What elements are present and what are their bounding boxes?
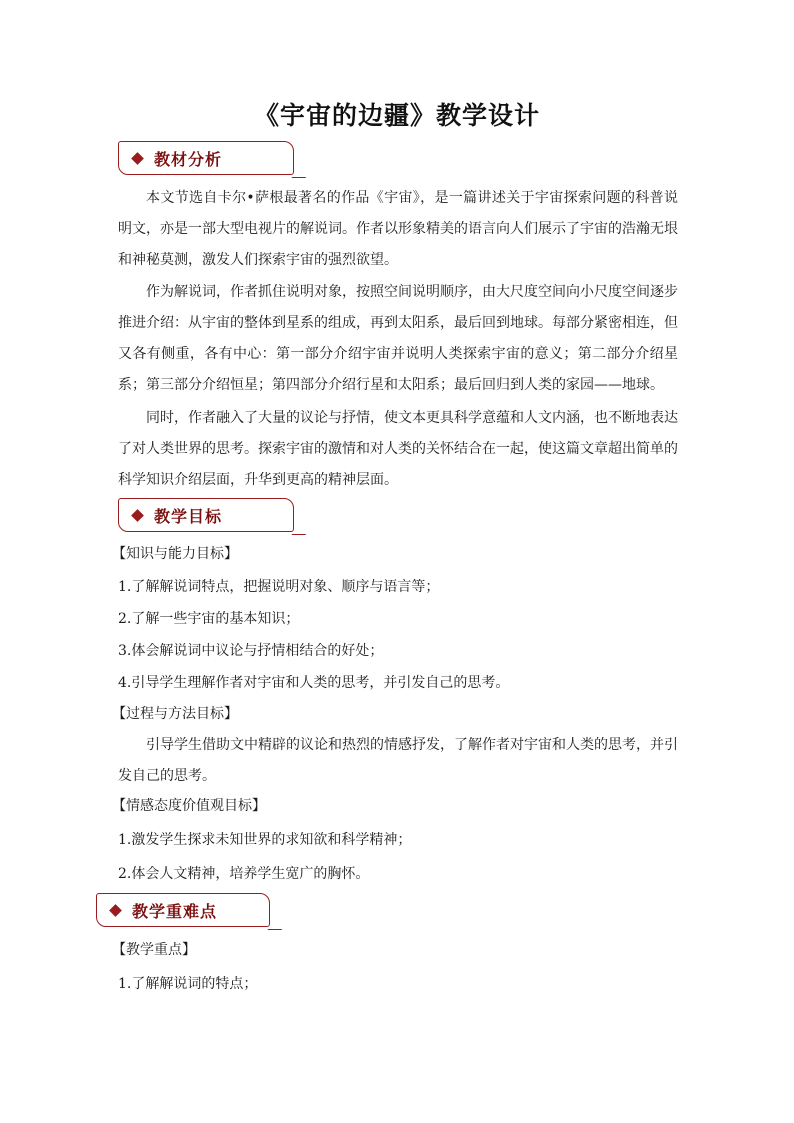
diamond-bullet-icon — [131, 509, 144, 522]
goals-knowledge-heading: 【知识与能力目标】 — [112, 546, 238, 562]
keypoints-item: 1.了解解说词的特点； — [118, 976, 258, 992]
section-tail-decoration — [291, 167, 314, 178]
section-title: 教学目标 — [154, 506, 223, 526]
analysis-paragraph-2: 作为解说词，作者抓住说明对象，按照空间说明顺序，由大尺度空间向小尺度空间逐步推进介绍：从宇宙的整体到星系的组成，再到太阳系，最后回到地球。每部分紧密相连，但又各有侧重，各有中心：第一部分介绍宇宙并说明人类探索宇宙的意义；第二部分介绍星系；第三部分介绍恒星；第四部分介绍行星和太阳系；最后回归到人类的家园——地球。 — [118, 284, 678, 393]
section-header-keypoints — [96, 893, 286, 927]
goals-emotion-heading: 【情感态度价值观目标】 — [112, 798, 266, 814]
section-box — [96, 893, 270, 927]
section-title: 教学重难点 — [132, 901, 218, 921]
goals-process-heading: 【过程与方法目标】 — [112, 706, 238, 722]
goals-knowledge-item: 3.体会解说词中议论与抒情相结合的好处； — [118, 643, 384, 659]
goals-process-text: 引导学生借助文中精辟的议论和热烈的情感抒发，了解作者对宇宙和人类的思考，并引发自己的思考。 — [118, 737, 678, 784]
goals-knowledge-item: 2.了解一些宇宙的基本知识； — [118, 611, 300, 627]
section-box — [118, 498, 294, 532]
goals-emotion-item: 1.激发学生探求未知世界的求知欲和科学精神； — [118, 832, 412, 848]
section-header-goals — [118, 498, 308, 532]
section-title: 教材分析 — [154, 149, 223, 169]
goals-knowledge-item: 1.了解解说词特点，把握说明对象、顺序与语言等； — [118, 579, 440, 595]
section-box — [118, 141, 294, 175]
diamond-bullet-icon — [109, 904, 122, 917]
section-tail-decoration — [267, 919, 290, 930]
keypoints-heading: 【教学重点】 — [112, 942, 196, 958]
analysis-paragraph-3: 同时，作者融入了大量的议论与抒情，使文本更具科学意蕴和人文内涵，也不断地表达了对人类世界的思考。探索宇宙的激情和对人类的关怀结合在一起，使这篇文章超出简单的科学知识介绍层面，升华到更高的精神层面。 — [118, 410, 678, 488]
section-header-analysis — [118, 141, 308, 175]
goals-emotion-item: 2.体会人文精神，培养学生宽广的胸怀。 — [118, 866, 370, 882]
goals-knowledge-item: 4.引导学生理解作者对宇宙和人类的思考，并引发自己的思考。 — [118, 675, 510, 691]
diamond-bullet-icon — [131, 152, 144, 165]
section-tail-decoration — [291, 524, 314, 535]
document-title: 《宇宙的边疆》教学设计 — [253, 101, 540, 130]
analysis-paragraph-1: 本文节选自卡尔•萨根最著名的作品《宇宙》，是一篇讲述关于宇宙探索问题的科普说明文，亦是一部大型电视片的解说词。作者以形象精美的语言向人们展示了宇宙的浩瀚无垠和神秘莫测，激发人们探索宇宙的强烈欲望。 — [118, 190, 678, 268]
